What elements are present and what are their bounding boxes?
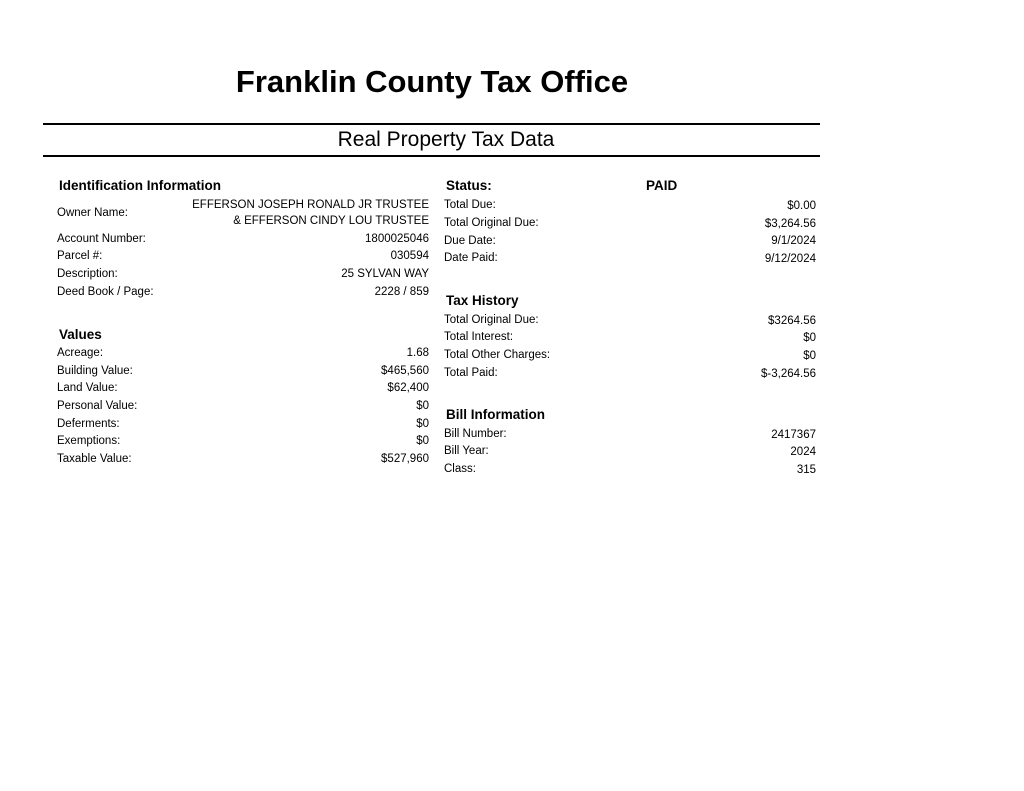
owner-name-line1: EFFERSON JOSEPH RONALD JR TRUSTEE <box>192 199 429 211</box>
total-interest-label: Total Interest: <box>444 331 514 343</box>
account-number-value: 1800025046 <box>365 233 429 245</box>
taxable-value-label: Taxable Value: <box>57 453 132 465</box>
parcel-value: 030594 <box>390 250 429 262</box>
total-original-due-value: $3,264.56 <box>764 218 816 230</box>
header-top-rule <box>43 123 820 125</box>
description-value: 25 SYLVAN WAY <box>341 268 429 280</box>
taxable-value-value: $527,960 <box>381 453 429 465</box>
bill-number-value: 2417367 <box>771 429 816 441</box>
tax-history-heading: Tax History <box>446 293 519 308</box>
personal-value-label: Personal Value: <box>57 400 138 412</box>
bill-year-value: 2024 <box>790 446 816 458</box>
land-value-value: $62,400 <box>387 382 429 394</box>
total-interest-value: $0 <box>803 332 816 344</box>
land-value-label: Land Value: <box>57 382 118 394</box>
acreage-label: Acreage: <box>57 347 104 359</box>
owner-name-label: Owner Name: <box>57 207 128 219</box>
history-original-due-value: $3264.56 <box>768 315 816 327</box>
total-original-due-label: Total Original Due: <box>444 217 539 229</box>
building-value-value: $465,560 <box>381 365 429 377</box>
account-number-label: Account Number: <box>57 233 146 245</box>
total-paid-value: $-3,264.56 <box>761 368 816 380</box>
status-badge: PAID <box>646 178 678 193</box>
deed-book-label: Deed Book / Page: <box>57 286 154 298</box>
total-other-charges-value: $0 <box>803 350 816 362</box>
parcel-label: Parcel #: <box>57 250 103 262</box>
values-heading: Values <box>59 327 102 342</box>
exemptions-value: $0 <box>416 435 429 447</box>
exemptions-label: Exemptions: <box>57 435 121 447</box>
due-date-value: 9/1/2024 <box>771 235 816 247</box>
acreage-value: 1.68 <box>406 347 429 359</box>
personal-value-value: $0 <box>416 400 429 412</box>
date-paid-value: 9/12/2024 <box>764 253 816 265</box>
total-paid-label: Total Paid: <box>444 367 498 379</box>
date-paid-label: Date Paid: <box>444 252 498 264</box>
class-value: 315 <box>796 464 816 476</box>
deferments-value: $0 <box>416 418 429 430</box>
header-bottom-rule <box>43 155 820 157</box>
bill-information-heading: Bill Information <box>446 407 545 422</box>
page-subtitle: Real Property Tax Data <box>337 128 555 151</box>
building-value-label: Building Value: <box>57 365 133 377</box>
deferments-label: Deferments: <box>57 418 120 430</box>
owner-name-line2: & EFFERSON CINDY LOU TRUSTEE <box>233 215 429 227</box>
status-heading: Status: <box>446 178 492 193</box>
description-label: Description: <box>57 268 118 280</box>
identification-heading: Identification Information <box>59 178 221 193</box>
bill-year-label: Bill Year: <box>444 445 489 457</box>
total-due-label: Total Due: <box>444 199 496 211</box>
bill-number-label: Bill Number: <box>444 428 507 440</box>
total-other-charges-label: Total Other Charges: <box>444 349 551 361</box>
page-title: Franklin County Tax Office <box>235 64 629 99</box>
class-label: Class: <box>444 463 476 475</box>
history-original-due-label: Total Original Due: <box>444 314 539 326</box>
total-due-value: $0.00 <box>787 200 816 212</box>
deed-book-value: 2228 / 859 <box>374 286 429 298</box>
due-date-label: Due Date: <box>444 235 496 247</box>
